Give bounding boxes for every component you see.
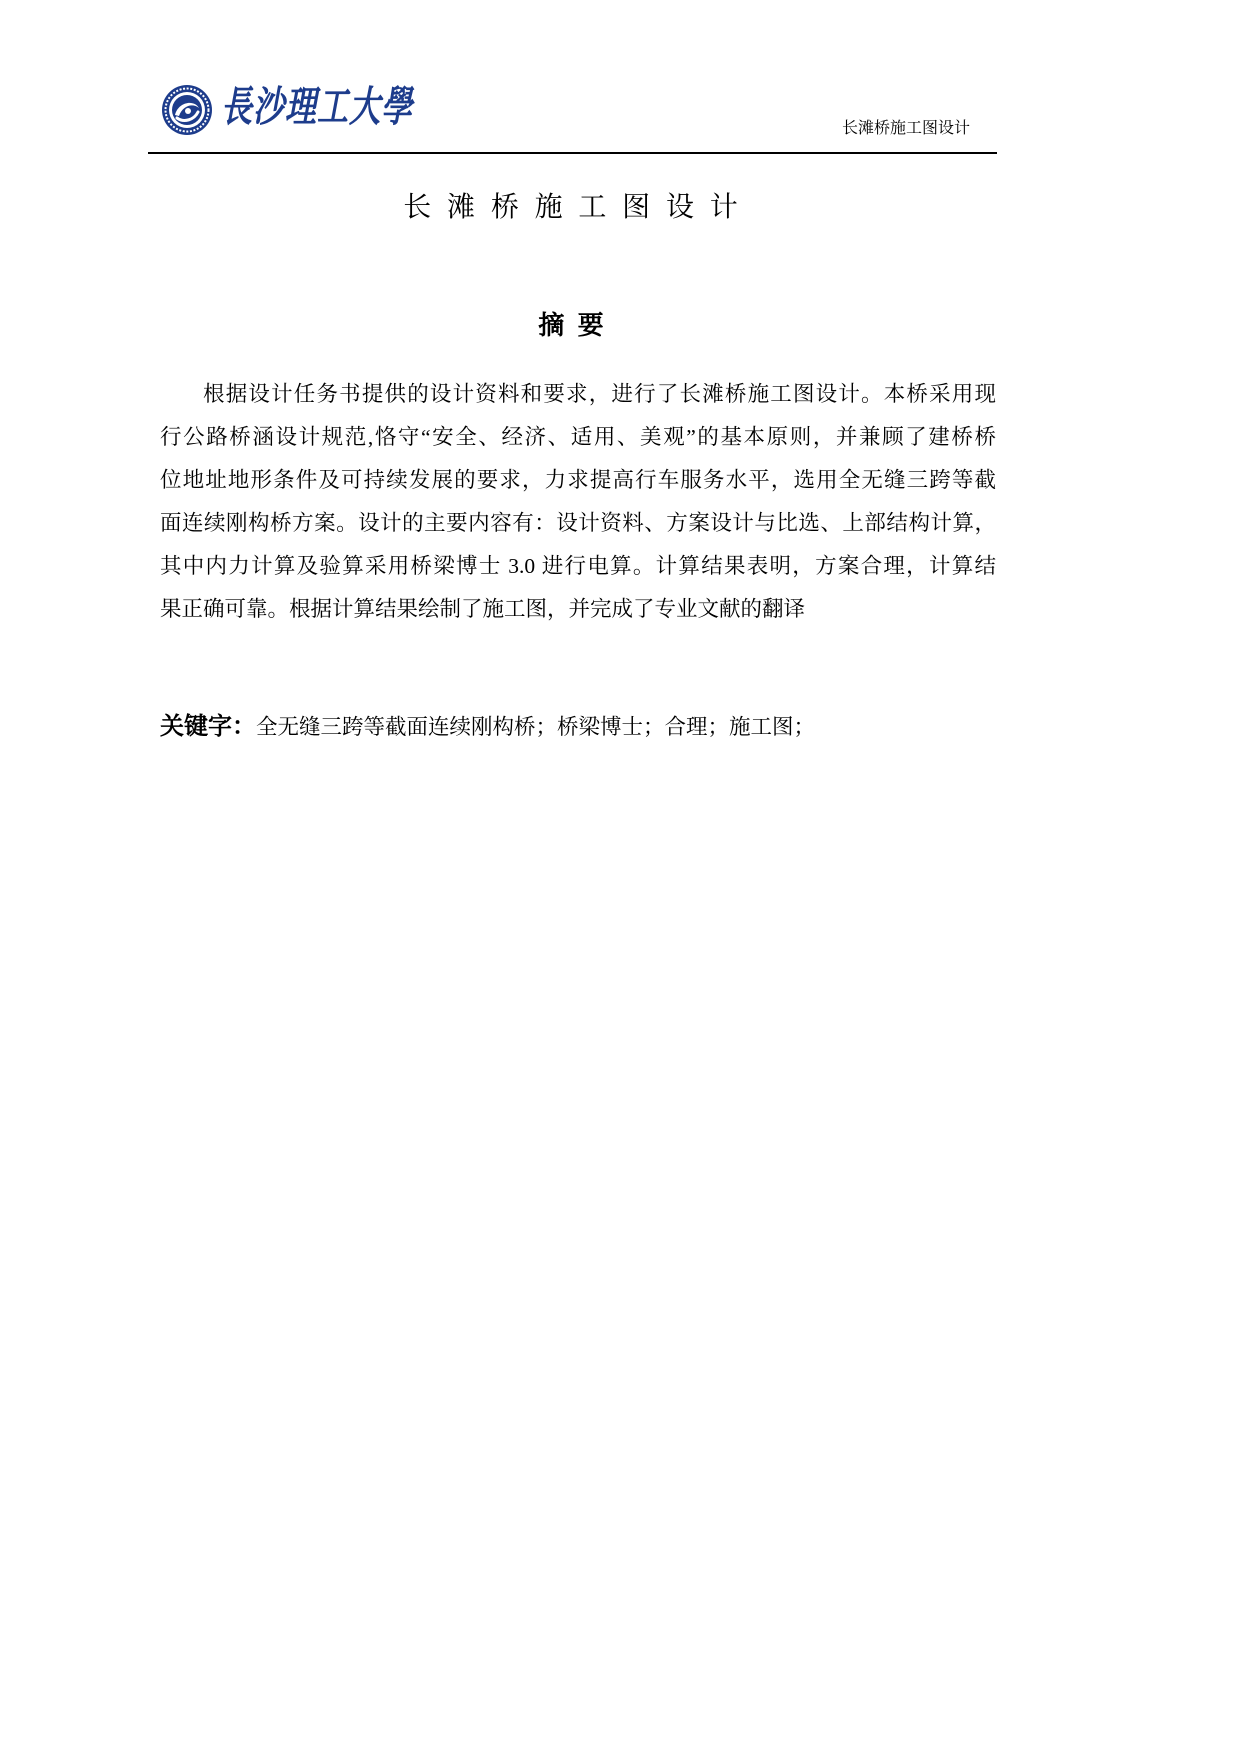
abstract-line: 根据设计任务书提供的设计资料和要求，进行了长滩桥施工图设计。本桥采用现 — [203, 382, 996, 406]
header-divider — [148, 152, 997, 154]
abstract-line: 行公路桥涵设计规范,恪守“安全、经济、适用、美观”的基本原则，并兼顾了建桥桥 — [160, 425, 996, 449]
keywords — [160, 711, 815, 746]
abstract-heading: 摘 要 — [538, 310, 607, 340]
abstract-line: 位地址地形条件及可持续发展的要求，力求提高行车服务水平，选用全无缝三跨等截 — [160, 468, 996, 492]
abstract-line: 其中内力计算及验算采用桥梁博士 3.0 进行电算。计算结果表明，方案合理，计算结 — [160, 554, 996, 578]
keywords-value: 全无缝三跨等截面连续刚构桥；桥梁博士；合理；施工图； — [256, 715, 816, 739]
running-header-title: 长滩桥施工图设计 — [841, 120, 970, 137]
page-title: 长 滩 桥 施 工 图 设 计 — [403, 191, 742, 222]
university-logo-wordmark: 長沙理工大學 — [221, 83, 413, 131]
abstract-line: 果正确可靠。根据计算结果绘制了施工图，并完成了专业文献的翻译 — [160, 597, 806, 621]
abstract-line: 面连续刚构桥方案。设计的主要内容有：设计资料、方案设计与比选、上部结构计算， — [160, 511, 996, 535]
keywords-label: 关键字： — [160, 713, 256, 740]
abstract-paragraph — [160, 373, 996, 631]
university-emblem-icon — [161, 84, 213, 136]
